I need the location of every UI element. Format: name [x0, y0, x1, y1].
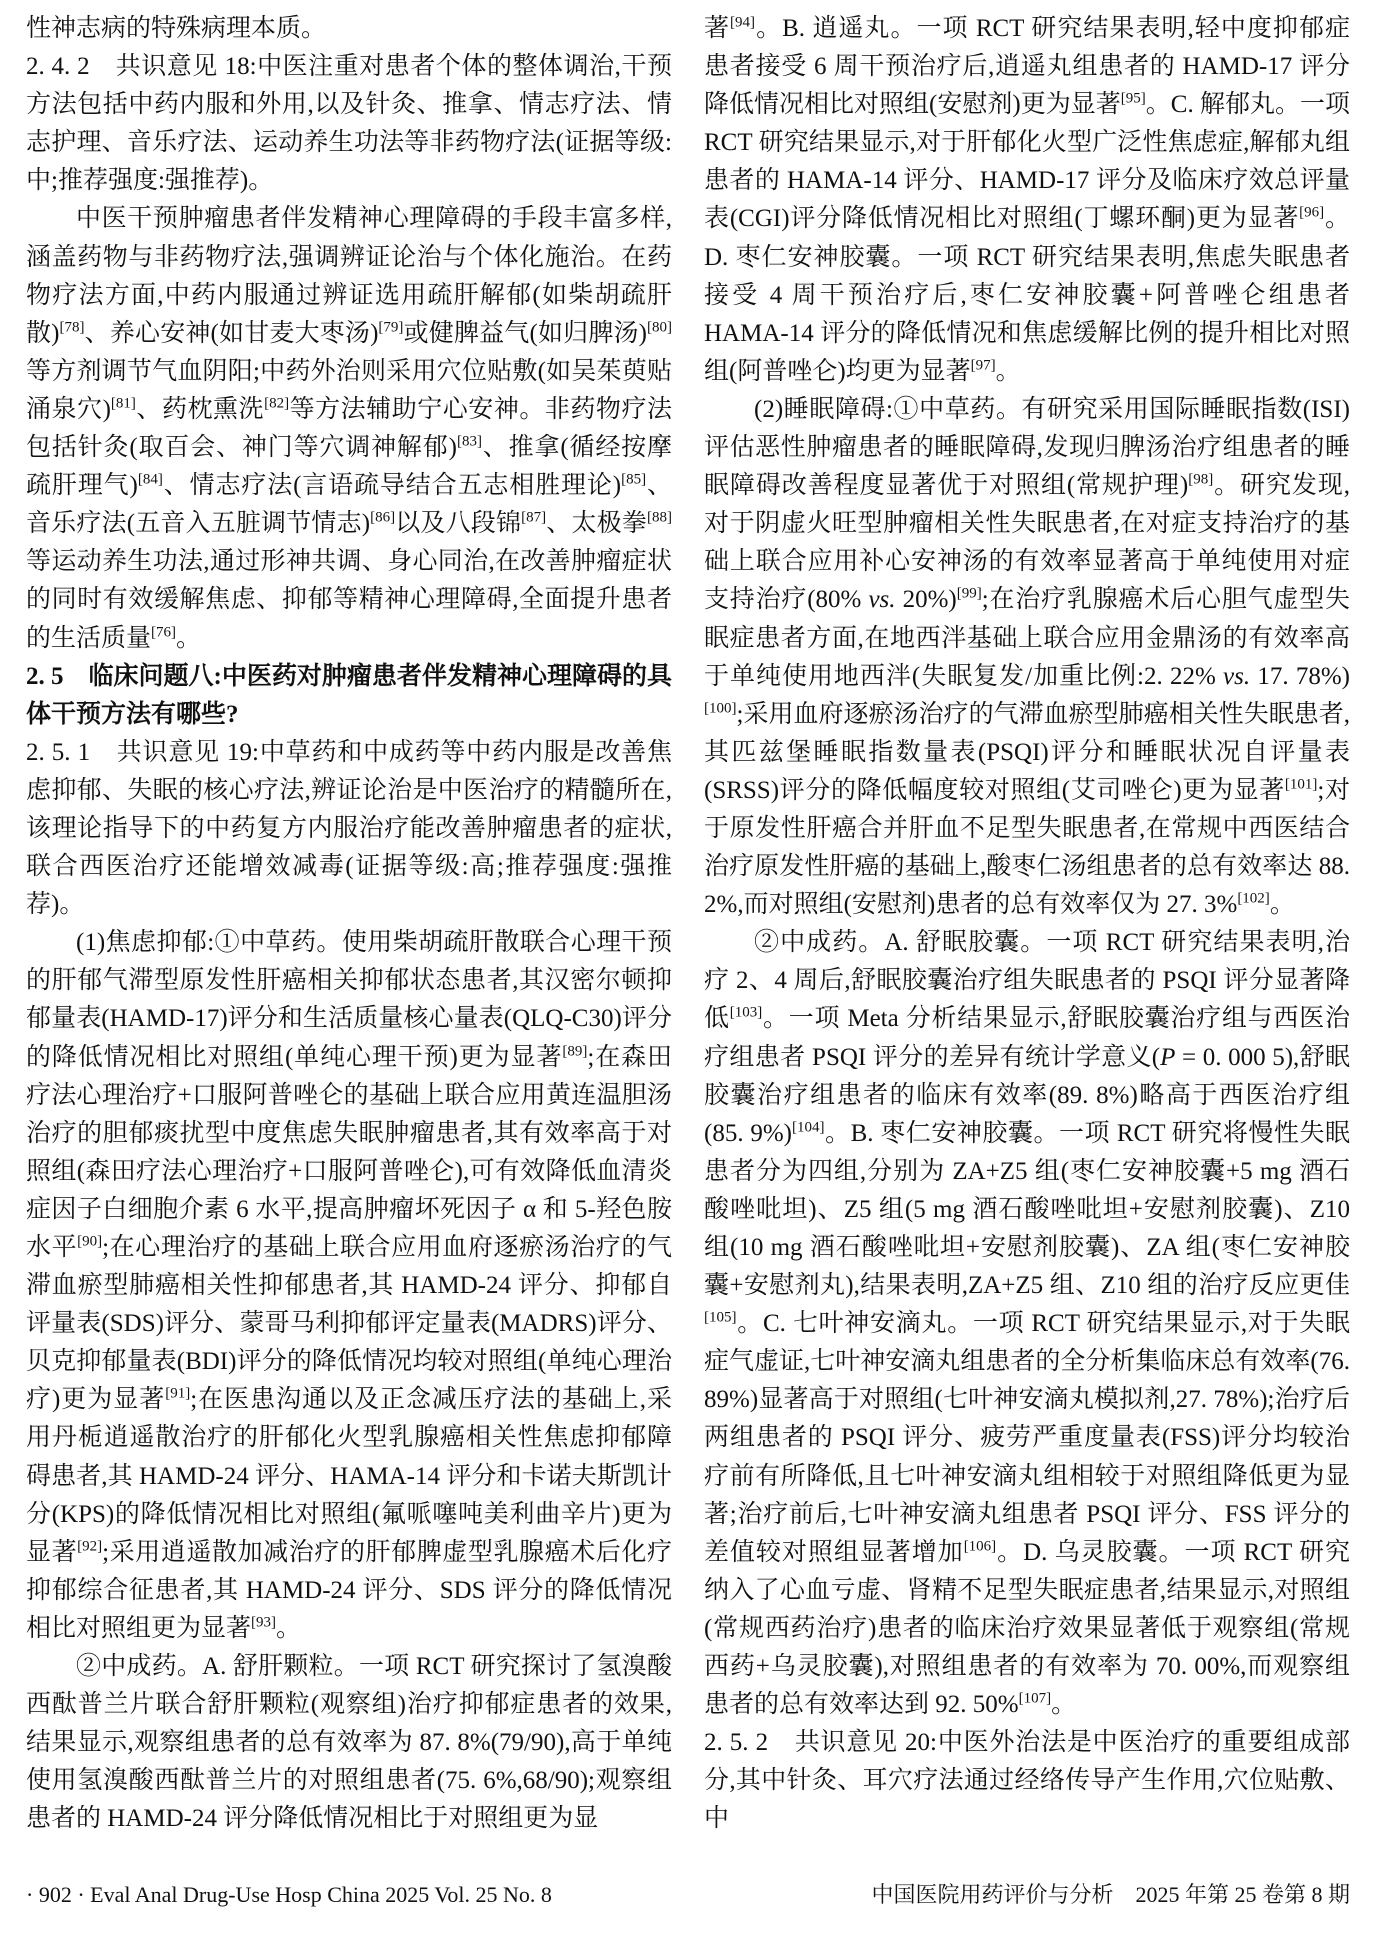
reference-marker: [83]	[456, 433, 482, 450]
reference-marker: [99]	[956, 586, 982, 603]
section-2-5-1: 2. 5. 1 共识意见 19:中草药和中成药等中药内服是改善焦虑抑郁、失眠的核心疗法,辨证论治是中医治疗的精髓所在,该理论指导下的中药复方内服治疗能改善肿瘤患者的症状,联合西医治疗还能增效减毒(证据等级:高;推荐强度:强推荐)。	[26, 738, 672, 919]
text-column-left	[26, 10, 672, 1866]
reference-marker: [91]	[165, 1386, 191, 1403]
reference-marker: [81]	[110, 395, 136, 412]
reference-marker: [98]	[1188, 471, 1214, 488]
footer-journal-cn: 中国医院用药评价与分析 2025 年第 25 卷第 8 期	[871, 1882, 1350, 1907]
reference-marker: [102]	[1237, 890, 1270, 907]
reference-marker: [106]	[963, 1538, 997, 1555]
italic-term: vs.	[1223, 662, 1251, 690]
reference-marker: [88]	[647, 509, 672, 526]
reference-marker: [97]	[970, 357, 996, 374]
reference-marker: [87]	[521, 509, 547, 526]
reference-marker: [84]	[137, 471, 163, 488]
reference-marker: [76]	[151, 624, 177, 641]
paragraph-continuation: 性神志病的特殊病理本质。	[26, 15, 327, 42]
footer-page-number-journal-en: · 902 · Eval Anal Drug-Use Hosp China 2025 Vol. 25 No. 8	[26, 1882, 552, 1907]
reference-marker: [86]	[370, 509, 396, 526]
reference-marker: [107]	[1018, 1690, 1052, 1707]
page-footer	[26, 1880, 1350, 1910]
paragraph-patent-drugs-continuation: 著[94]。B. 逍遥丸。一项 RCT 研究结果表明,轻中度抑郁症患者接受 6 周干预治疗后,逍遥丸组患者的 HAMD-17 评分降低情况相比对照组(安慰剂)更为显著[95]。C. 解郁丸。一项 RCT 研究结果显示,对于肝郁化火型广泛性焦虑症,解郁丸组患者的 HAMA-14 评分、HAMD-17 评分及临床疗效总评量表(CGI)评分降低情况相比对照组(丁螺环酮)更为显著[96]。D. 枣仁安神胶囊。一项 RCT 研究结果表明,焦虑失眠患者接受 4 周干预治疗后,枣仁安神胶囊+阿普唑仑组患者 HAMA-14 评分的降低情况和焦虑缓解比例的提升相比对照组(阿普唑仑)均更为显著[97]。	[704, 14, 1350, 385]
reference-marker: [100]	[704, 700, 737, 717]
reference-marker: [105]	[704, 1309, 737, 1326]
reference-marker: [101]	[1284, 776, 1318, 793]
italic-term: P	[1160, 1043, 1176, 1071]
reference-marker: [94]	[730, 14, 756, 31]
reference-marker: [93]	[251, 1614, 277, 1631]
paragraph-anxiety-herbs: (1)焦虑抑郁:①中草药。使用柴胡疏肝散联合心理干预的肝郁气滞型原发性肝癌相关抑郁状态患者,其汉密尔顿抑郁量表(HAMD-17)评分和生活质量核心量表(QLQ-C30)评分的降低情况相比对照组(单纯心理干预)更为显著[89];在森田疗法心理治疗+口服阿普唑仑的基础上联合应用黄连温胆汤治疗的胆郁痰扰型中度焦虑失眠肿瘤患者,其有效率高于对照组(森田疗法心理治疗+口服阿普唑仑),可有效降低血清炎症因子白细胞介素 6 水平,提高肿瘤坏死因子 α 和 5-羟色胺水平[90];在心理治疗的基础上联合应用血府逐瘀汤治疗的气滞血瘀型肺癌相关性抑郁患者,其 HAMD-24 评分、抑郁自评量表(SDS)评分、蒙哥马利抑郁评定量表(MADRS)评分、贝克抑郁量表(BDI)评分的降低情况均较对照组(单纯心理治疗)更为显著[91];在医患沟通以及正念减压疗法的基础上,采用丹栀逍遥散治疗的肝郁化火型乳腺癌相关性焦虑抑郁障碍患者,其 HAMD-24 评分、HAMA-14 评分和卡诺夫斯凯计分(KPS)的降低情况相比对照组(氟哌噻吨美利曲辛片)更为显著[92];采用逍遥散加减治疗的肝郁脾虚型乳腺癌术后化疗抑郁综合征患者,其 HAMD-24 评分、SDS 评分的降低情况相比对照组更为显著[93]。	[26, 929, 672, 1642]
reference-marker: [96]	[1299, 205, 1325, 222]
reference-marker: [89]	[562, 1043, 588, 1060]
reference-marker: [82]	[264, 395, 290, 412]
paragraph-sleep-herbs: (2)睡眠障碍:①中草药。有研究采用国际睡眠指数(ISI)评估恶性肿瘤患者的睡眠障碍,发现归脾汤治疗组患者的睡眠障碍改善程度显著优于对照组(常规护理)[98]。研究发现,对于阴虚火旺型肿瘤相关性失眠患者,在对症支持治疗的基础上联合应用补心安神汤的有效率显著高于单纯使用对症支持治疗(80% vs. 20%)[99];在治疗乳腺癌术后心胆气虚型失眠症患者方面,在地西泮基础上联合应用金鼎汤的有效率高于单纯使用地西泮(失眠复发/加重比例:2. 22% vs. 17. 78%)[100];采用血府逐瘀汤治疗的气滞血瘀型肺癌相关性失眠患者,其匹兹堡睡眠指数量表(PSQI)评分和睡眠状况自评量表(SRSS)评分的降低幅度较对照组(艾司唑仑)更为显著[101];对于原发性肝癌合并肝血不足型失眠患者,在常规中西医结合治疗原发性肝癌的基础上,酸枣仁汤组患者的总有效率达 88. 2%,而对照组(安慰剂)患者的总有效率仅为 27. 3%[102]。	[704, 395, 1350, 919]
section-2-5-2: 2. 5. 2 共识意见 20:中医外治法是中医治疗的重要组成部分,其中针灸、耳穴疗法通过经络传导产生作用,穴位贴敷、中	[704, 1729, 1350, 1833]
paragraph-anxiety-patent-drugs: ②中成药。A. 舒肝颗粒。一项 RCT 研究探讨了氢溴酸西酞普兰片联合舒肝颗粒(观察组)治疗抑郁症患者的效果,结果显示,观察组患者的总有效率为 87. 8%(79/90),高于单纯使用氢溴酸西酞普兰片的对照组患者(75. 6%,68/90);观察组患者的 HAMD-24 评分降低情况相比于对照组更为显	[26, 1653, 672, 1833]
reference-marker: [78]	[59, 319, 85, 336]
italic-term: vs.	[868, 586, 896, 614]
paragraph-sleep-patent-drugs: ②中成药。A. 舒眠胶囊。一项 RCT 研究结果表明,治疗 2、4 周后,舒眠胶囊治疗组失眠患者的 PSQI 评分显著降低[103]。一项 Meta 分析结果显示,舒眠胶囊治疗组与西医治疗组患者 PSQI 评分的差异有统计学意义(P = 0. 000 5),舒眠胶囊治疗组患者的临床有效率(89. 8%)略高于西医治疗组(85. 9%)[104]。B. 枣仁安神胶囊。一项 RCT 研究将慢性失眠患者分为四组,分别为 ZA+Z5 组(枣仁安神胶囊+5 mg 酒石酸唑吡坦)、Z5 组(5 mg 酒石酸唑吡坦+安慰剂胶囊)、Z10 组(10 mg 酒石酸唑吡坦+安慰剂胶囊)、ZA 组(枣仁安神胶囊+安慰剂丸),结果表明,ZA+Z5 组、Z10 组的治疗反应更佳[105]。C. 七叶神安滴丸。一项 RCT 研究结果显示,对于失眠症气虚证,七叶神安滴丸组患者的全分析集临床总有效率(76. 89%)显著高于对照组(七叶神安滴丸模拟剂,27. 78%);治疗后两组患者的 PSQI 评分、疲劳严重度量表(FSS)评分均较治疗前有所降低,且七叶神安滴丸组相较于对照组降低更为显著;治疗前后,七叶神安滴丸组患者 PSQI 评分、FSS 评分的差值较对照组显著增加[106]。D. 乌灵胶囊。一项 RCT 研究纳入了心血亏虚、肾精不足型失眠症患者,结果显示,对照组(常规西药治疗)患者的临床治疗效果显著低于观察组(常规西药+乌灵胶囊),对照组患者的有效率为 70. 00%,而观察组患者的总有效率达到 92. 50%[107]。	[704, 929, 1350, 1719]
reference-marker: [104]	[792, 1119, 825, 1136]
reference-marker: [95]	[1120, 90, 1146, 107]
section-2-5-heading: 2. 5 临床问题八:中医药对肿瘤患者伴发精神心理障碍的具体干预方法有哪些?	[26, 662, 672, 728]
reference-marker: [90]	[77, 1233, 103, 1250]
reference-marker: [92]	[77, 1538, 103, 1555]
text-column-right	[704, 10, 1350, 1866]
section-2-4-2: 2. 4. 2 共识意见 18:中医注重对患者个体的整体调治,干预方法包括中药内服和外用,以及针灸、推拿、情志疗法、情志护理、音乐疗法、运动养生功法等非药物疗法(证据等级:中;推荐强度:强推荐)。	[26, 53, 672, 195]
paragraph-tcm-methods: 中医干预肿瘤患者伴发精神心理障碍的手段丰富多样,涵盖药物与非药物疗法,强调辨证论治与个体化施治。在药物疗法方面,中药内服通过辨证选用疏肝解郁(如柴胡疏肝散)[78]、养心安神(如甘麦大枣汤)[79]或健脾益气(如归脾汤)[80]等方剂调节气血阴阳;中药外治则采用穴位贴敷(如吴茱萸贴涌泉穴)[81]、药枕熏洗[82]等方法辅助宁心安神。非药物疗法包括针灸(取百会、神门等穴调神解郁)[83]、推拿(循经按摩疏肝理气)[84]、情志疗法(言语疏导结合五志相胜理论)[85]、音乐疗法(五音入五脏调节情志)[86]以及八段锦[87]、太极拳[88]等运动养生功法,通过形神共调、身心同治,在改善肿瘤症状的同时有效缓解焦虑、抑郁等精神心理障碍,全面提升患者的生活质量[76]。	[26, 205, 672, 652]
reference-marker: [85]	[621, 471, 647, 488]
reference-marker: [79]	[378, 319, 404, 336]
reference-marker: [80]	[647, 319, 672, 336]
reference-marker: [103]	[729, 1005, 763, 1022]
